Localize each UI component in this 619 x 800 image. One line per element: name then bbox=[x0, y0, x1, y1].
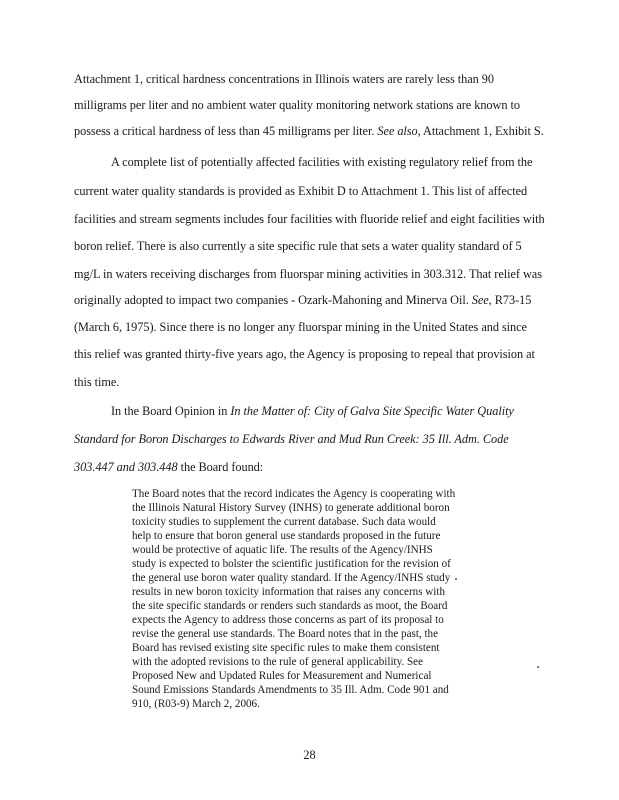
quote-line: with the adopted revisions to the rule of general applicability. See bbox=[132, 656, 424, 668]
quote-line: expects the Agency to address those concerns as part of its proposal to bbox=[132, 614, 444, 626]
case-title-part-2: Standard for Boron Discharges to Edwards River and Mud Run Creek: 35 Ill. Adm. Code bbox=[74, 432, 509, 446]
page-number: 28 bbox=[303, 748, 316, 762]
scan-speck bbox=[537, 666, 539, 668]
paragraph-2-line-6-end: , R73-15 bbox=[488, 293, 532, 307]
quote-line: revise the general use standards. The Board notes that in the past, the bbox=[132, 628, 439, 640]
paragraph-2-line-2: current water quality standards is provided as Exhibit D to Attachment 1. This list of affected bbox=[74, 184, 528, 198]
quote-line: Board has revised existing site specific rules to make them consistent bbox=[132, 642, 440, 654]
paragraph-1-line-3-text: possess a critical hardness of less than 45 milligrams per liter. bbox=[74, 124, 378, 138]
paragraph-2-line-1: A complete list of potentially affected facilities with existing regulatory relief from the bbox=[111, 155, 533, 169]
quote-line: Sound Emissions Standards Amendments to 35 Ill. Adm. Code 901 and bbox=[132, 684, 449, 696]
paragraph-2-line-7: (March 6, 1975). Since there is no longer any fluorspar mining in the United States and since bbox=[74, 320, 527, 334]
citation-see: See bbox=[471, 293, 489, 307]
quote-line: would be protective of aquatic life. The results of the Agency/INHS bbox=[132, 544, 433, 556]
case-title-part-3: 303.447 and 303.448 bbox=[74, 460, 178, 474]
paragraph-3-line-3 bbox=[74, 460, 263, 475]
quote-line: study is expected to bolster the scientific justification for the revision of bbox=[132, 558, 451, 570]
scan-speck bbox=[455, 578, 457, 580]
citation-see-also: See also bbox=[377, 124, 418, 138]
paragraph-1-line-3 bbox=[74, 124, 544, 139]
paragraph-3-line-3-end: the Board found: bbox=[177, 460, 264, 474]
quote-line: results in new boron toxicity information that raises any concerns with bbox=[132, 586, 446, 598]
paragraph-2-line-3: facilities and stream segments includes four facilities with fluoride relief and eight facilities with bbox=[74, 212, 545, 226]
paragraph-1-line-1: Attachment 1, critical hardness concentrations in Illinois waters are rarely less than 90 bbox=[74, 72, 494, 86]
paragraph-2-line-6-text: originally adopted to impact two companies - Ozark-Mahoning and Minerva Oil. bbox=[74, 293, 472, 307]
paragraph-2-line-9: this time. bbox=[74, 375, 120, 389]
paragraph-2-line-8: this relief was granted thirty-five years ago, the Agency is proposing to repeal that provision at bbox=[74, 347, 535, 361]
quote-line: Proposed New and Updated Rules for Measurement and Numerical bbox=[132, 670, 432, 682]
paragraph-2-line-5: mg/L in waters receiving discharges from fluorspar mining activities in 303.312. That relief was bbox=[74, 267, 542, 281]
case-title-part-1: In the Matter of: City of Galva Site Specific Water Quality bbox=[230, 404, 514, 418]
quote-line: the Illinois Natural History Survey (INHS) to generate additional boron bbox=[132, 502, 450, 514]
quote-line: 910, (R03-9) March 2, 2006. bbox=[132, 698, 260, 710]
quote-line: The Board notes that the record indicates the Agency is cooperating with bbox=[132, 488, 456, 500]
quote-line: toxicity studies to supplement the current database. Such data would bbox=[132, 516, 436, 528]
paragraph-3-line-2 bbox=[74, 432, 509, 447]
paragraph-1-line-2: milligrams per liter and no ambient water quality monitoring network stations are known to bbox=[74, 98, 520, 112]
quote-line: help to ensure that boron general use standards proposed in the future bbox=[132, 530, 441, 542]
quote-line: the site specific standards or renders such standards as moot, the Board bbox=[132, 600, 448, 612]
paragraph-2-line-6 bbox=[74, 293, 531, 308]
paragraph-3-line-1 bbox=[111, 404, 514, 419]
paragraph-1-line-3-end: , Attachment 1, Exhibit S. bbox=[417, 124, 544, 138]
paragraph-3-line-1-text: In the Board Opinion in bbox=[111, 404, 231, 418]
paragraph-2-line-4: boron relief. There is also currently a site specific rule that sets a water quality standard of 5 bbox=[74, 239, 522, 253]
quote-line: the general use boron water quality standard. If the Agency/INHS study bbox=[132, 572, 451, 584]
